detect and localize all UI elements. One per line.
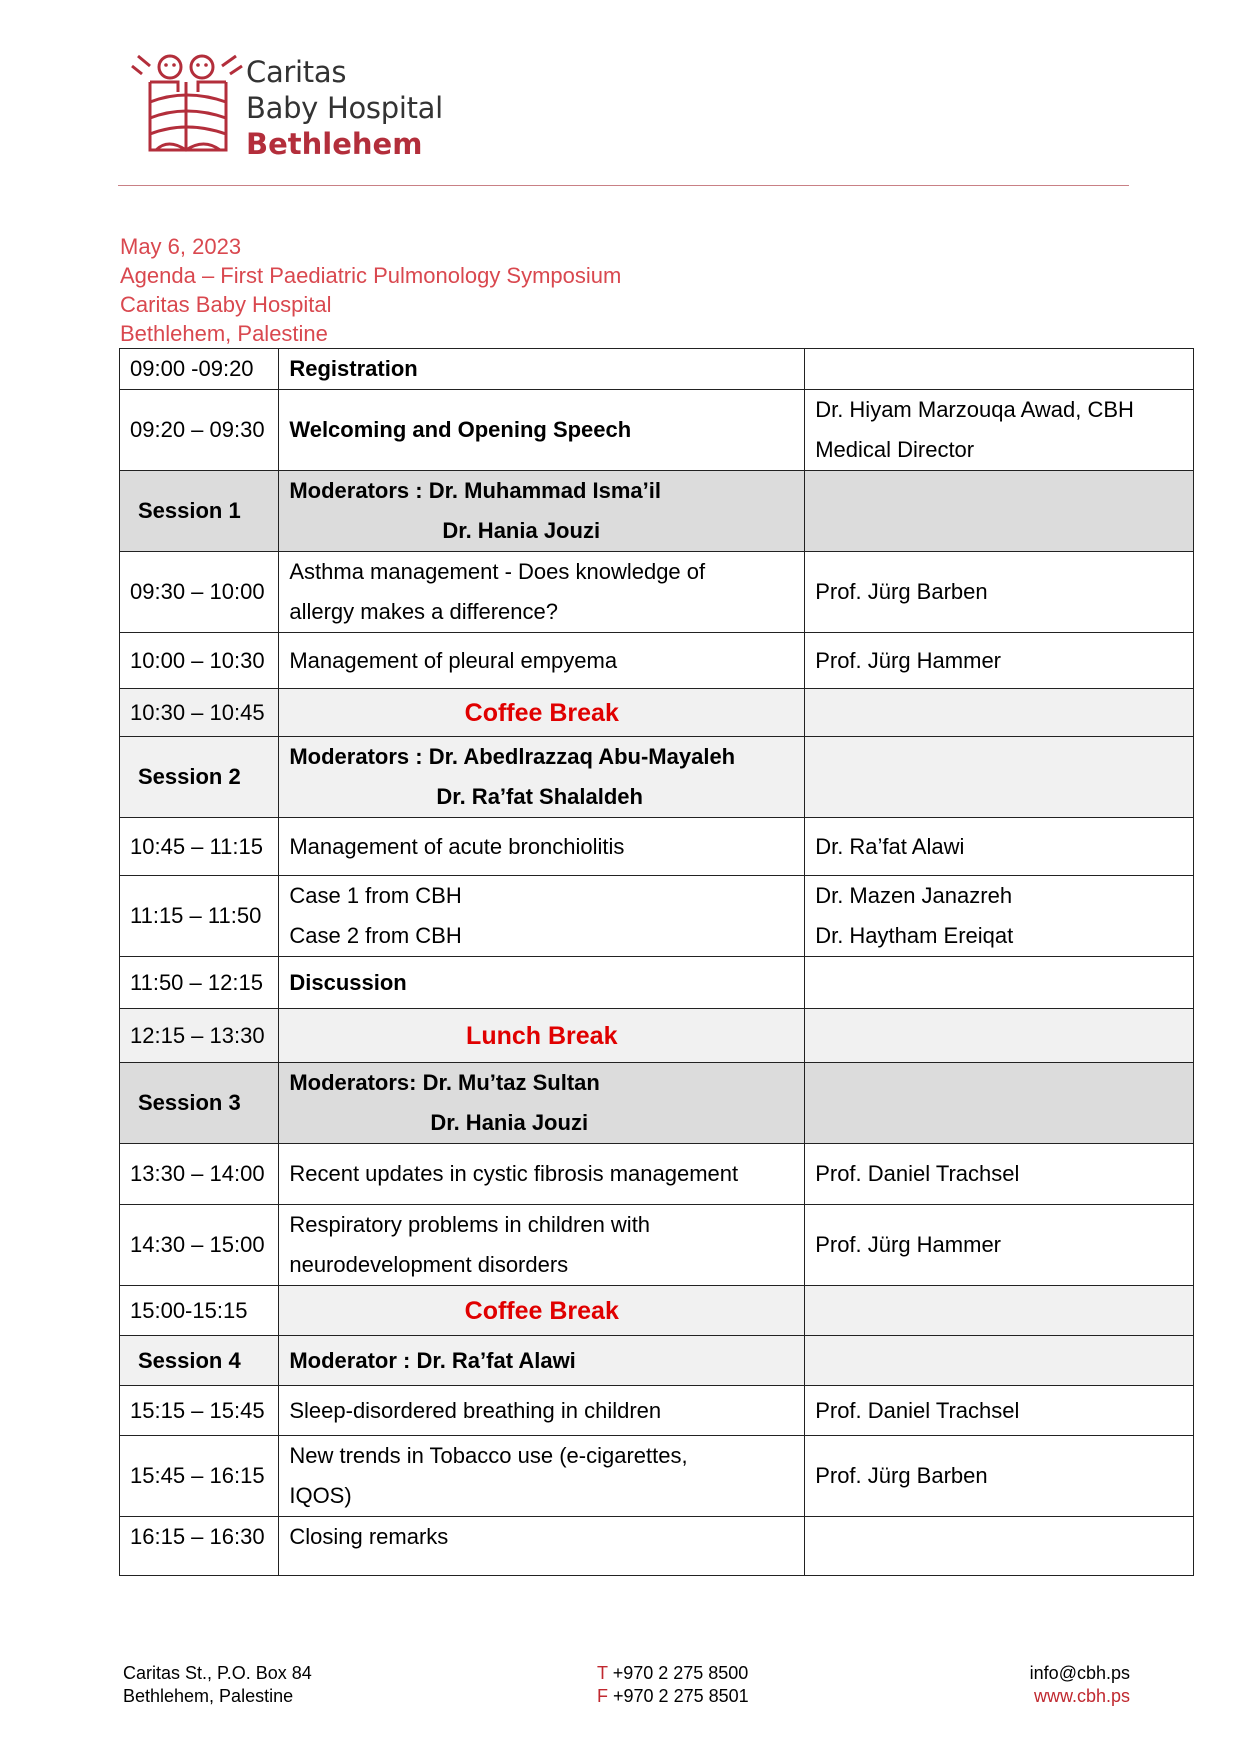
topic-cell — [279, 876, 805, 957]
table-row — [120, 1436, 1194, 1517]
break-row — [120, 1009, 1194, 1063]
speaker-cell: Dr. Ra’fat Alawi — [805, 818, 1194, 876]
time-cell: 14:30 – 15:00 — [120, 1205, 279, 1286]
time-cell: 09:30 – 10:00 — [120, 552, 279, 633]
speaker-cell — [805, 1517, 1194, 1576]
tel-label: T — [597, 1663, 608, 1683]
topic-line: Asthma management - Does knowledge of — [289, 559, 706, 584]
time-cell: 09:00 -09:20 — [120, 349, 279, 390]
website-link[interactable]: www.cbh.ps — [1033, 1686, 1130, 1706]
table-row — [120, 876, 1194, 957]
time-cell: 10:00 – 10:30 — [120, 633, 279, 689]
speaker-cell — [805, 1336, 1194, 1386]
moderator-line: Dr. Hania Jouzi — [430, 1110, 589, 1135]
email-link[interactable]: info@cbh.ps — [1029, 1663, 1130, 1683]
header-date: May 6, 2023 — [120, 234, 242, 259]
table-row — [120, 818, 1194, 876]
speaker-cell — [805, 737, 1194, 818]
speaker-cell — [805, 1286, 1194, 1336]
speaker-cell — [805, 1063, 1194, 1144]
table-row — [120, 1517, 1194, 1576]
topic-cell: Recent updates in cystic fibrosis management — [279, 1144, 805, 1205]
table-row — [120, 1144, 1194, 1205]
moderator-line: Moderators : Dr. Muhammad Isma’il — [289, 478, 661, 503]
time-cell: 16:15 – 16:30 — [120, 1517, 279, 1576]
topic-line: Respiratory problems in children with — [289, 1212, 651, 1237]
speaker-cell — [805, 876, 1194, 957]
tel-number: +970 2 275 8500 — [612, 1663, 749, 1683]
footer-address — [123, 1662, 312, 1708]
moderator-line: Moderators: Dr. Mu’taz Sultan — [289, 1070, 600, 1095]
speaker-line: Dr. Hiyam Marzouqa Awad, CBH — [815, 397, 1134, 422]
speaker-cell — [805, 689, 1194, 737]
speaker-cell: Prof. Jürg Hammer — [805, 633, 1194, 689]
topic-cell: Management of pleural empyema — [279, 633, 805, 689]
footer-phone — [597, 1662, 749, 1708]
topic-line: neurodevelopment disorders — [289, 1252, 569, 1277]
topic-cell — [279, 1205, 805, 1286]
topic-line: allergy makes a difference? — [289, 599, 558, 624]
session-row — [120, 471, 1194, 552]
speaker-cell: Prof. Jürg Barben — [805, 552, 1194, 633]
moderator-line: Moderators : Dr. Abedlrazzaq Abu-Mayaleh — [289, 744, 736, 769]
moderator-line: Dr. Ra’fat Shalaldeh — [436, 784, 643, 809]
time-cell: 15:45 – 16:15 — [120, 1436, 279, 1517]
table-row — [120, 1386, 1194, 1436]
table-row — [120, 633, 1194, 689]
moderators-cell: Moderator : Dr. Ra’fat Alawi — [279, 1336, 805, 1386]
header-divider — [118, 185, 1129, 186]
time-cell: 15:00-15:15 — [120, 1286, 279, 1336]
speaker-cell — [805, 957, 1194, 1009]
time-cell: 12:15 – 13:30 — [120, 1009, 279, 1063]
break-label: Coffee Break — [464, 1296, 619, 1325]
speaker-cell — [805, 349, 1194, 390]
speaker-line: Dr. Mazen Janazreh — [815, 883, 1013, 908]
table-row — [120, 957, 1194, 1009]
speaker-line: Medical Director — [815, 437, 975, 462]
session-row — [120, 1063, 1194, 1144]
time-cell: 15:15 – 15:45 — [120, 1386, 279, 1436]
session-row — [120, 737, 1194, 818]
topic-line: IQOS) — [289, 1483, 352, 1508]
speaker-cell: Prof. Daniel Trachsel — [805, 1386, 1194, 1436]
brand-wordmark — [246, 54, 443, 162]
break-label: Coffee Break — [464, 698, 619, 727]
break-cell — [279, 689, 805, 737]
topic-line: New trends in Tobacco use (e-cigarettes, — [289, 1443, 688, 1468]
session-label: Session 2 — [120, 737, 279, 818]
speaker-cell — [805, 1009, 1194, 1063]
fax-number: +970 2 275 8501 — [613, 1686, 749, 1706]
fax-label: F — [597, 1686, 608, 1706]
session-label: Session 1 — [120, 471, 279, 552]
brand-line-2: Baby Hospital — [246, 91, 443, 125]
table-row — [120, 349, 1194, 390]
moderators-cell — [279, 737, 805, 818]
table-row — [120, 390, 1194, 471]
agenda-table — [119, 348, 1194, 1576]
speaker-cell — [805, 471, 1194, 552]
topic-line: Case 2 from CBH — [289, 923, 462, 948]
topic-cell: Discussion — [279, 957, 805, 1009]
speaker-cell: Prof. Jürg Barben — [805, 1436, 1194, 1517]
caritas-logo-icon — [128, 52, 248, 156]
break-row — [120, 689, 1194, 737]
header-location: Bethlehem, Palestine — [120, 321, 328, 346]
footer-address-line: Caritas St., P.O. Box 84 — [123, 1663, 312, 1683]
topic-cell: Sleep-disordered breathing in children — [279, 1386, 805, 1436]
time-cell: 11:50 – 12:15 — [120, 957, 279, 1009]
break-label: Lunch Break — [466, 1021, 618, 1050]
topic-cell: Management of acute bronchiolitis — [279, 818, 805, 876]
header-venue: Caritas Baby Hospital — [120, 292, 332, 317]
moderators-cell — [279, 1063, 805, 1144]
table-row — [120, 552, 1194, 633]
speaker-cell: Prof. Daniel Trachsel — [805, 1144, 1194, 1205]
break-row — [120, 1286, 1194, 1336]
time-cell: 09:20 – 09:30 — [120, 390, 279, 471]
footer-address-line: Bethlehem, Palestine — [123, 1686, 294, 1706]
time-cell: 11:15 – 11:50 — [120, 876, 279, 957]
session-label: Session 3 — [120, 1063, 279, 1144]
topic-cell: Closing remarks — [279, 1517, 805, 1576]
topic-cell: Registration — [279, 349, 805, 390]
speaker-cell: Prof. Jürg Hammer — [805, 1205, 1194, 1286]
break-cell — [279, 1286, 805, 1336]
footer-contact — [1010, 1662, 1130, 1708]
brand-line-3: Bethlehem — [246, 127, 423, 161]
time-cell: 13:30 – 14:00 — [120, 1144, 279, 1205]
document-header — [120, 232, 621, 348]
moderator-line: Dr. Hania Jouzi — [442, 518, 601, 543]
header-title: Agenda – First Paediatric Pulmonology Symposium — [120, 263, 622, 288]
topic-cell — [279, 552, 805, 633]
time-cell: 10:30 – 10:45 — [120, 689, 279, 737]
break-cell — [279, 1009, 805, 1063]
speaker-cell — [805, 390, 1194, 471]
session-row — [120, 1336, 1194, 1386]
speaker-line: Dr. Haytham Ereiqat — [815, 923, 1014, 948]
time-cell: 10:45 – 11:15 — [120, 818, 279, 876]
brand-line-1: Caritas — [246, 55, 347, 89]
topic-cell: Welcoming and Opening Speech — [279, 390, 805, 471]
session-label: Session 4 — [120, 1336, 279, 1386]
topic-cell — [279, 1436, 805, 1517]
moderators-cell — [279, 471, 805, 552]
topic-line: Case 1 from CBH — [289, 883, 462, 908]
table-row — [120, 1205, 1194, 1286]
